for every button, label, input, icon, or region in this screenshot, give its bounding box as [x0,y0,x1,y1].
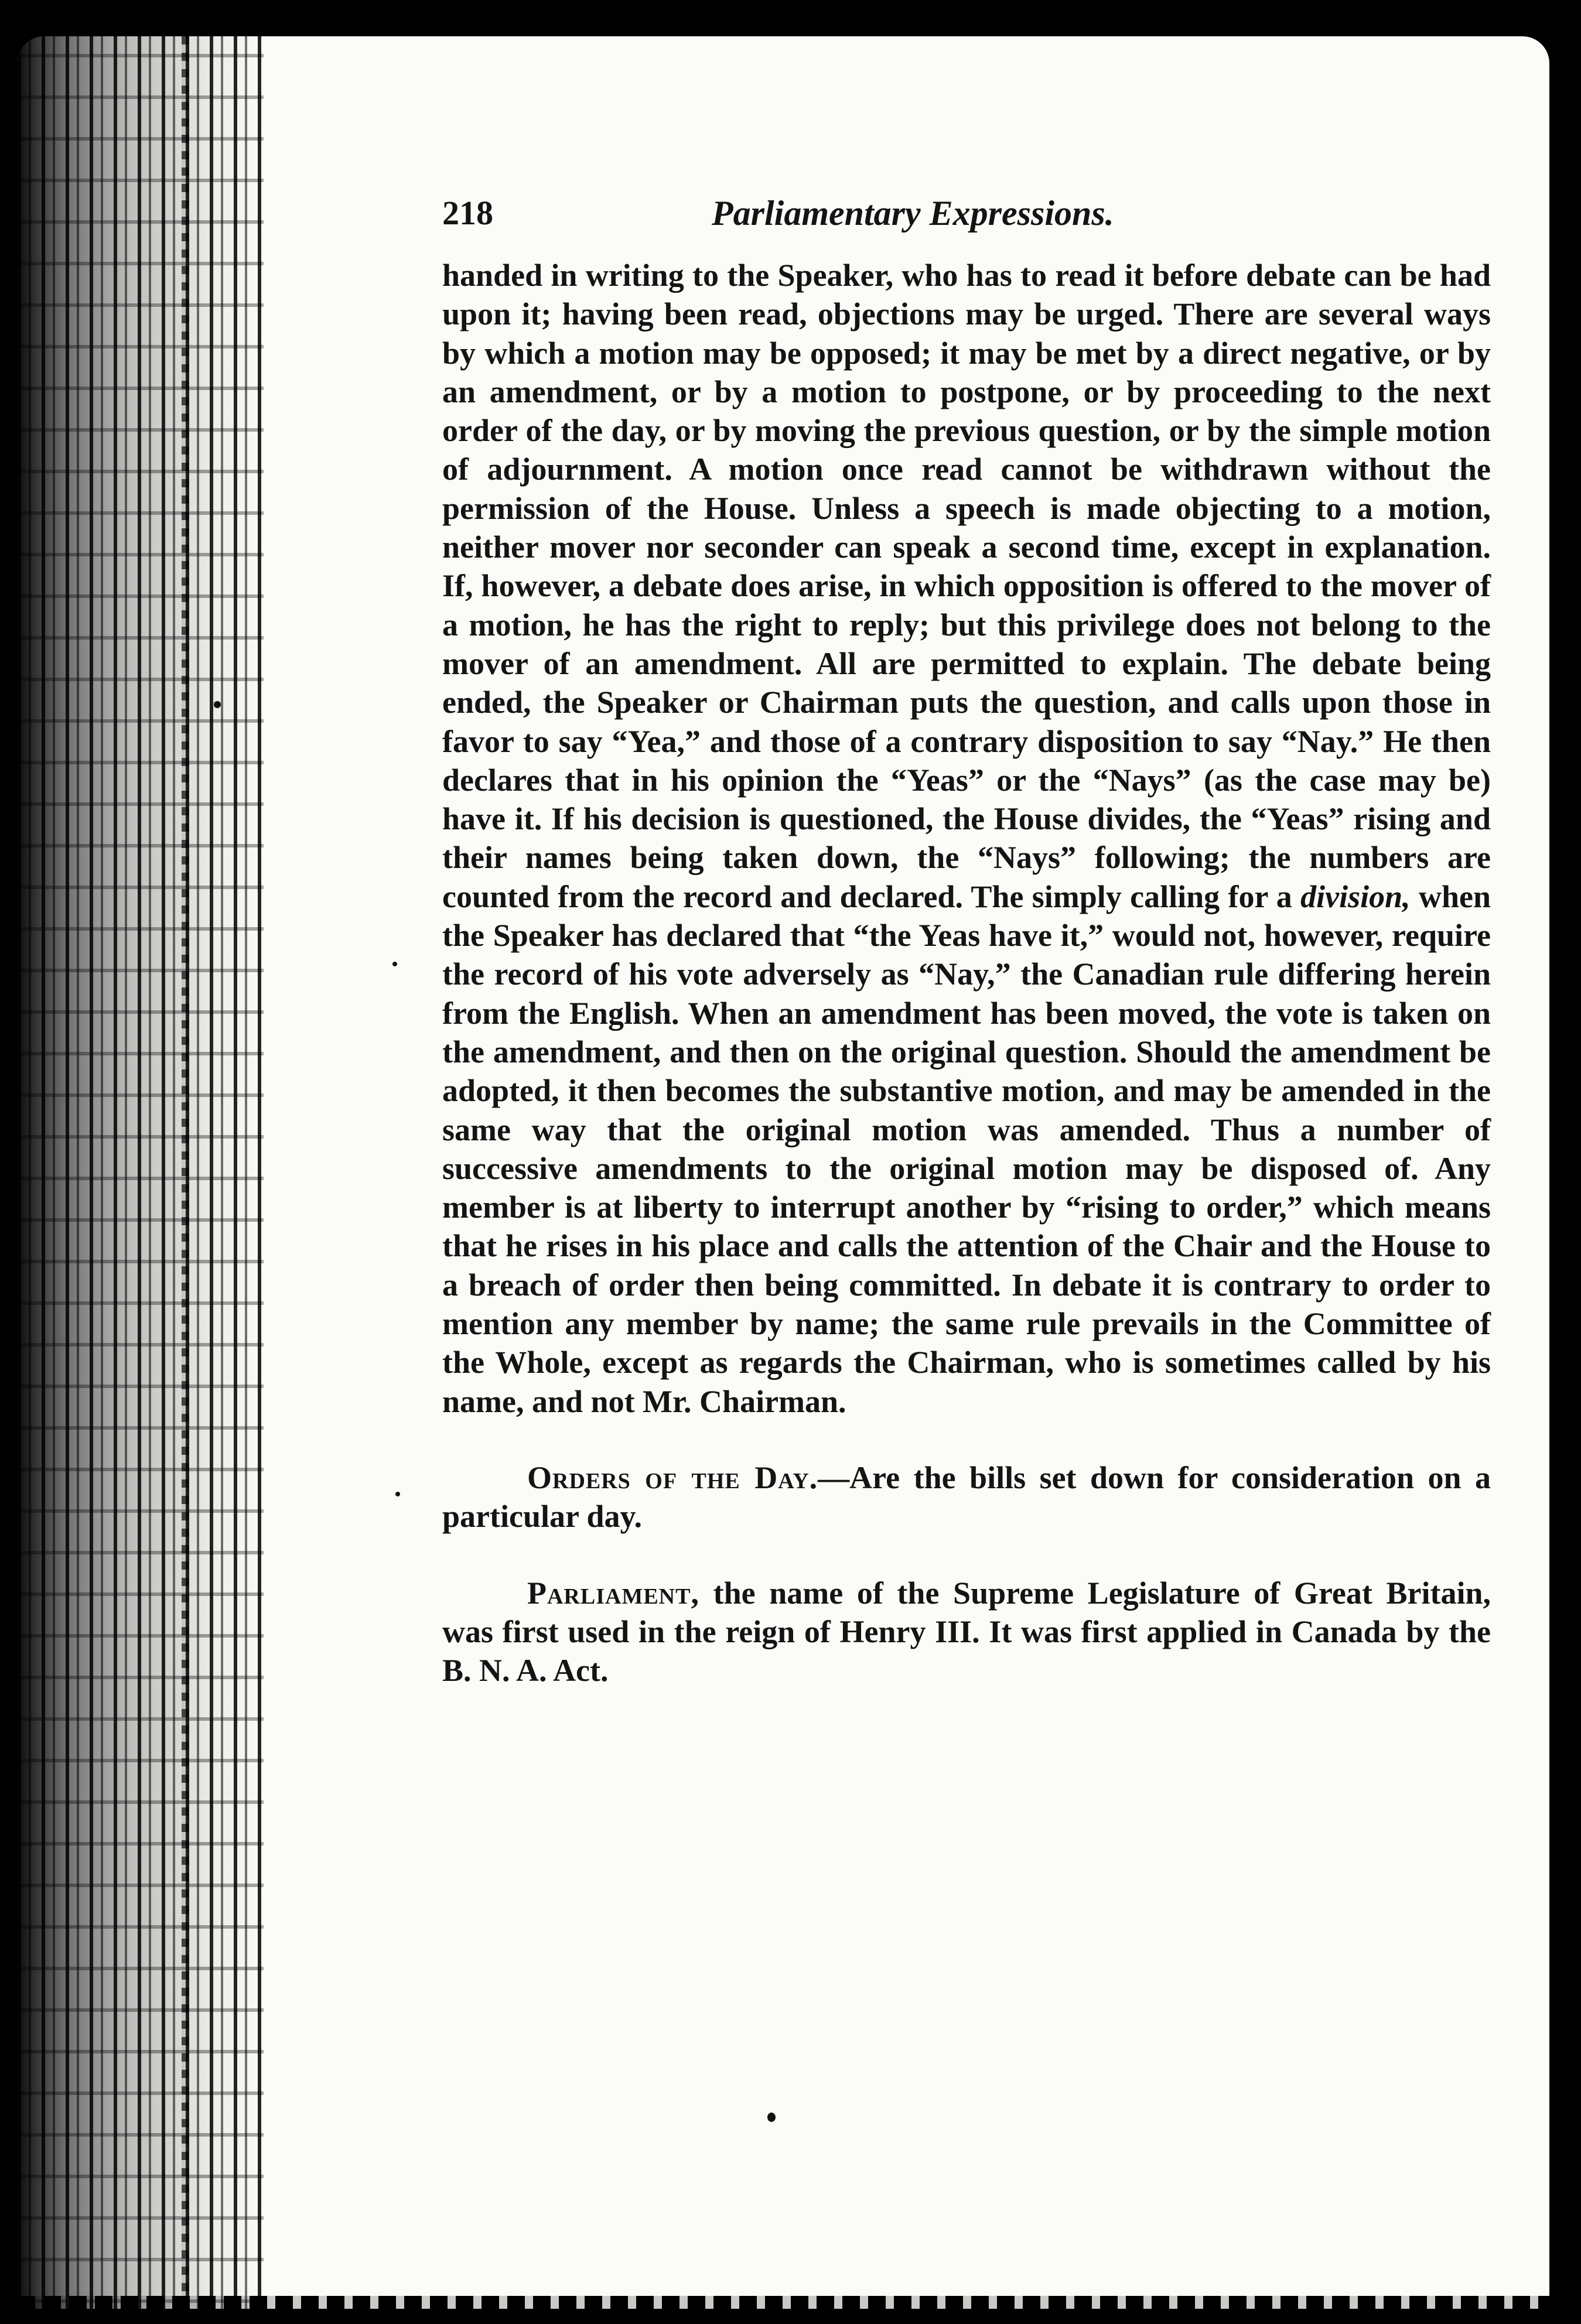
scan-bottom-edge [18,2296,1549,2309]
entry-definition: —Are the bills set down for consideration on a particular day. [442,1460,1491,1534]
scan-speck [767,2113,776,2122]
entry-term: Parliament, [527,1575,699,1611]
running-head [442,192,1491,256]
entry-orders-of-the-day [442,1458,1491,1536]
scan-speck [392,962,397,966]
entry-definition: the name of the Supreme Legislature of Great Britain, was first used in the reign of Henry III. It was first applied in Canada by the B. N. A. Act. [442,1575,1491,1689]
body-text-part2: when the Speaker has declared that “the Yeas have it,” would not, however, require the record of his vote adversely as “Nay,” the Canadian rule differing herein from the English. When an amendment has been moved, the vote is taken on the amendment, and then on the original question. Should the amendment be adopted, it then becomes the substantive motion, and may be amended in the same way that the original motion was amended. Thus a number of successive amendments to the original motion may be disposed of. Any member is at liberty to interrupt another by “rising to order,” which means that he rises in his place and calls the attention of the Chair and the House to a breach of order then being committed. In debate it is contrary to order to mention any member by name; the same rule prevails in the Committee of the Whole, except as regards the Chairman, who is sometimes called by his name, and not Mr. Chairman. [442,879,1491,1419]
entry-term: Orders of the Day. [527,1460,818,1495]
emphasized-term: division, [1300,879,1411,914]
running-title: Parliamentary Expressions. [712,194,1114,233]
binding-edge [182,36,189,2309]
scan-top-border [0,0,1581,41]
entry-parliament [442,1574,1491,1690]
body-text-part1: handed in writing to the Speaker, who has to read it before debate can be had upon it; having been read, objections may be urged. There are several ways by which a motion may be opposed; it may be met by a direct negative, or by an amendment, or by a motion to postpone, or by proceeding to the next order of the day, or by moving the previous question, or by the simple motion of adjournment. A motion once read cannot be withdrawn without the permission of the House. Unless a speech is made objecting to a motion, neither mover nor seconder can speak a second time, except in explanation. If, however, a debate does arise, in which opposition is offered to the mover of a motion, he has the right to reply; but this privilege does not belong to the mover of an amendment. All are permitted to explain. The debate being ended, the Speaker or Chairman puts the question, and calls upon those in favor to say “Yea,” and those of a contrary disposition to say “Nay.” He then declares that in his opinion the “Yeas” or the “Nays” (as the case may be) have it. If his decision is questioned, the House divides, the “Yeas” rising and their names being taken down, the “Nays” following; the numbers are counted from the record and declared. The simply calling for a [442,258,1491,914]
scan-speck [214,701,221,708]
body-paragraph [442,256,1491,1421]
scan-speck [395,1492,400,1496]
book-binding-shadow [18,36,264,2309]
page-content [442,192,1491,1690]
book-page [18,36,1549,2309]
page-number: 218 [442,194,493,232]
